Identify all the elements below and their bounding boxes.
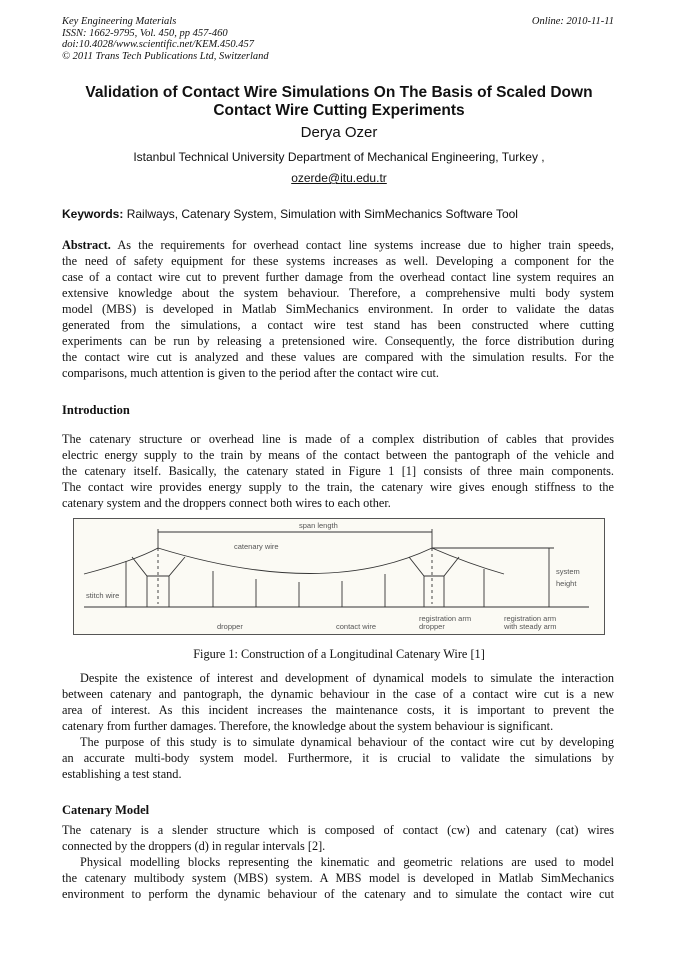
text-line: extensive knowledge about the system behaviour. Therefore, a comprehensive multi body system [62, 286, 614, 300]
introduction-paragraph [62, 431, 614, 511]
text-line: establishing a test stand. [62, 767, 182, 781]
text-line: Despite the existence of interest and development of dynamical models to simulate the interaction [80, 671, 614, 685]
text-line: Physical modelling blocks representing the kinematic and geometric relations are used to model [80, 855, 614, 869]
issn: ISSN: 1662-9795, Vol. 450, pp 457-460 [62, 27, 228, 39]
text-line: the catenary itself. Basically, the catenary stated in Figure 1 [1] consists of three main components. [62, 464, 614, 478]
keywords-text: Railways, Catenary System, Simulation with SimMechanics Software Tool [123, 207, 518, 221]
text-line: connected by the droppers (d) in regular intervals [2]. [62, 839, 326, 853]
section-heading-introduction: Introduction [62, 403, 130, 417]
text-line: Abstract. As the requirements for overhead contact line systems increase due to higher train speeds, [62, 238, 614, 252]
text-line: area of interest. As this incident increases the maintenance costs, it is important to prevent the [62, 703, 614, 717]
title-line: Validation of Contact Wire Simulations On The Basis of Scaled Down [85, 84, 593, 101]
section-heading-catenary-model: Catenary Model [62, 803, 150, 817]
svg-text:stitch wire: stitch wire [86, 591, 120, 600]
text-line: the need of safety equipment for these systems increases as well. Developing a component for the [62, 254, 614, 268]
svg-text:registration arm: registration arm [419, 614, 472, 623]
svg-text:span length: span length [299, 521, 338, 530]
catenary-wire-curve [84, 548, 504, 574]
text-line: model (MBS) is developed in Matlab SimMechanics environment. In order to validate the datas [62, 302, 614, 316]
text-line: between catenary and pantograph, the dynamic behaviour in the case of a contact wire cut is a new [62, 687, 614, 701]
svg-text:dropper: dropper [217, 622, 243, 631]
copyright: © 2011 Trans Tech Publications Ltd, Switzerland [62, 50, 269, 62]
abstract [62, 237, 614, 381]
svg-text:system: system [556, 567, 580, 576]
text-line: the catenary multibody system (MBS) system. A MBS model is developed in Matlab SimMechanics [62, 871, 614, 885]
keywords-label: Keywords: [62, 207, 124, 221]
text-line: comparisons, much attention is given to the period after the contact wire cut. [62, 366, 439, 380]
text-line: experiments can be run by releasing a pretensioned wire. Consequently, the force distribution during [62, 334, 614, 348]
figure-caption: Figure 1: Construction of a Longitudinal Catenary Wire [1] [193, 647, 485, 661]
text-line: case of a contact wire cut to prevent further damage from the overhead contact line system requires an [62, 270, 614, 284]
svg-text:contact wire: contact wire [336, 622, 377, 631]
text-line: The purpose of this study is to simulate dynamical behaviour of the contact wire cut by developing [80, 735, 614, 749]
text-line: an accurate multi-body system model. Furthermore, it is crucial to validate the simulations by [62, 751, 614, 765]
text-line: environment to perform the dynamic behaviour of the catenary and to simulate the contact wire cut [62, 887, 614, 901]
text-line: the contact wire cut is analyzed and these values are compared with the simulation results. For the [62, 350, 614, 364]
text-line: catenary from further damages. Therefore, the knowledge about the system behaviour is significant. [62, 719, 554, 733]
svg-text:dropper: dropper [419, 622, 445, 631]
keywords [62, 207, 518, 221]
svg-text:registration arm: registration arm [504, 614, 557, 623]
journal-header [62, 16, 269, 62]
catenary-model-paragraph [62, 822, 614, 902]
online-date: Online: 2010-11-11 [531, 16, 614, 27]
text-line: catenary system and the droppers connect both wires to each other. [62, 496, 391, 510]
author-email[interactable]: ozerde@itu.edu.tr [291, 171, 387, 185]
svg-text:catenary wire: catenary wire [234, 542, 279, 551]
svg-text:with steady arm: with steady arm [504, 622, 557, 631]
journal-name: Key Engineering Materials [62, 16, 177, 27]
text-line: The catenary is a slender structure which is composed of contact (cw) and catenary (cat) wires [62, 823, 614, 837]
affiliation: Istanbul Technical University Department of Mechanical Engineering, Turkey , [133, 150, 545, 164]
figure-catenary-diagram [73, 518, 605, 635]
svg-text:height: height [556, 579, 577, 588]
text-line: electric energy supply to the train by means of the contact between the pantograph of the vehicle and [62, 448, 614, 462]
text-line: The contact wire provides energy supply to the train, the catenary wire gives enough stiffness to the [62, 480, 614, 494]
text-line: generated from the simulations, a contact wire test stand has been constructed where cutting [62, 318, 614, 332]
title-line: Contact Wire Cutting Experiments [213, 102, 465, 119]
doi: doi:10.4028/www.scientific.net/KEM.450.457 [62, 39, 254, 50]
paragraph [62, 670, 614, 782]
paper-title [40, 84, 638, 120]
author: Derya Ozer [300, 124, 378, 141]
text-line: The catenary structure or overhead line is made of a complex distribution of cables that provides [62, 432, 614, 446]
